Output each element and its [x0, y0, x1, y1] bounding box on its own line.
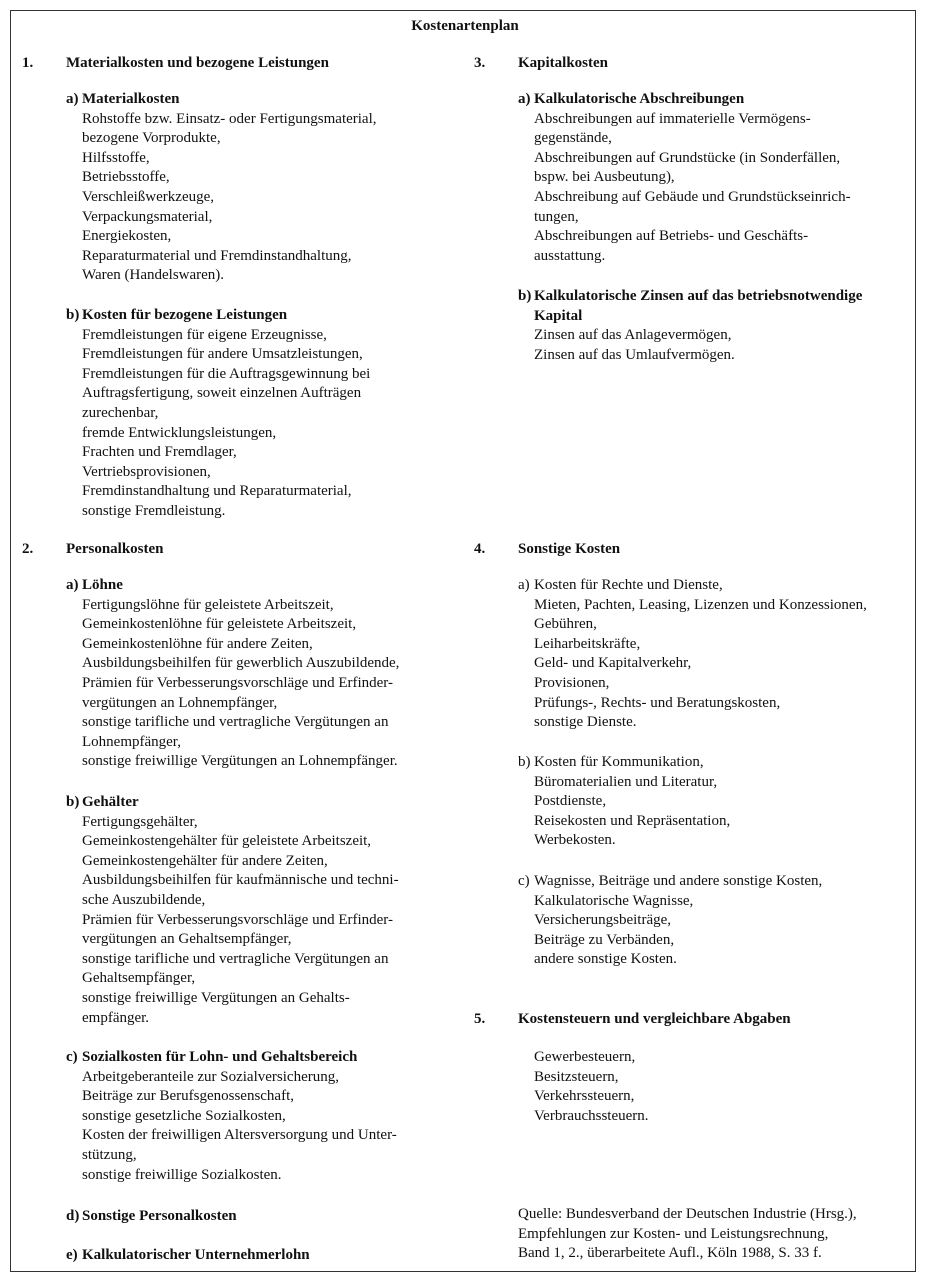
s2b-label: b)	[66, 794, 80, 810]
list-item: sonstige tarifliche und vertragliche Vergütungen an	[82, 950, 389, 967]
list-item: Provisionen,	[534, 674, 610, 691]
list-item: tungen,	[534, 208, 579, 225]
list-item: Beiträge zu Verbänden,	[534, 931, 675, 948]
list-item: Prüfungs-, Rechts- und Beratungskosten,	[534, 694, 781, 711]
list-item: Fertigungslöhne für geleistete Arbeitszeit,	[82, 596, 334, 613]
s2d-heading: Sonstige Personalkosten	[82, 1208, 237, 1224]
list-item: sonstige Fremdleistung.	[82, 502, 226, 519]
list-item: Gehaltsempfänger,	[82, 970, 196, 987]
source-citation	[518, 1205, 857, 1264]
s2b-list	[82, 813, 399, 1029]
section-1-heading: Materialkosten und bezogene Leistungen	[66, 55, 329, 71]
s1b-heading: Kosten für bezogene Leistungen	[82, 307, 288, 323]
section-2-number: 2.	[22, 541, 34, 557]
list-item: vergütungen an Lohnempfänger,	[82, 694, 278, 711]
list-item: Fremdinstandhaltung und Reparaturmaterial,	[82, 483, 352, 500]
list-item: sonstige tarifliche und vertragliche Vergütungen an	[82, 714, 389, 731]
list-item: Leiharbeitskräfte,	[534, 635, 641, 652]
list-item: zurechenbar,	[82, 404, 159, 421]
list-item: Zinsen auf das Umlaufvermögen.	[534, 346, 735, 363]
page-title: Kostenartenplan	[411, 18, 519, 34]
s4b-first-line: Kosten für Kommunikation,	[534, 754, 704, 770]
list-item: sonstige freiwillige Vergütungen an Lohnempfänger.	[82, 753, 398, 770]
list-item: Verbrauchssteuern.	[534, 1107, 649, 1124]
list-item: Frachten und Fremdlager,	[82, 444, 237, 461]
list-item: sonstige gesetzliche Sozialkosten,	[82, 1107, 286, 1124]
list-item: Abschreibungen auf Betriebs- und Geschäfts-	[534, 228, 809, 245]
s2a-heading: Löhne	[82, 577, 123, 593]
s3a-heading: Kalkulatorische Abschreibungen	[534, 91, 745, 107]
list-item: Mieten, Pachten, Leasing, Lizenzen und Konzessionen,	[534, 596, 867, 613]
list-item: empfänger.	[82, 1009, 150, 1026]
s2d-label: d)	[66, 1208, 80, 1224]
list-item: Gemeinkostenlöhne für geleistete Arbeitszeit,	[82, 616, 357, 633]
list-item: Kosten der freiwilligen Altersversorgung und Unter-	[82, 1127, 397, 1144]
list-item: Verkehrssteuern,	[534, 1088, 635, 1105]
s4a-first-line: Kosten für Rechte und Dienste,	[534, 577, 723, 593]
list-item: Verpackungsmaterial,	[82, 208, 213, 225]
list-item: Ausbildungsbeihilfen für kaufmännische und techni-	[82, 872, 399, 889]
list-item: fremde Entwicklungsleistungen,	[82, 424, 277, 441]
s4b-list	[534, 773, 730, 851]
list-item: sche Auszubildende,	[82, 891, 206, 908]
section-3-heading: Kapitalkosten	[518, 55, 609, 71]
list-item: Quelle: Bundesverband der Deutschen Industrie (Hrsg.),	[518, 1206, 857, 1222]
list-item: Versicherungsbeiträge,	[534, 912, 672, 929]
s4a-list	[534, 596, 867, 733]
s4c-first-line: Wagnisse, Beiträge und andere sonstige Kosten,	[534, 873, 823, 889]
s1b-list	[82, 326, 370, 522]
list-item: Reparaturmaterial und Fremdinstandhaltung,	[82, 247, 352, 264]
section-1-number: 1.	[22, 55, 34, 71]
list-item: Arbeitgeberanteile zur Sozialversicherung,	[82, 1068, 339, 1085]
list-item: Werbekosten.	[534, 832, 616, 849]
list-item: gegenstände,	[534, 130, 612, 147]
list-item: Zinsen auf das Anlagevermögen,	[534, 327, 732, 344]
list-item: ausstattung.	[534, 247, 606, 264]
s4c-list	[534, 892, 693, 970]
list-item: Empfehlungen zur Kosten- und Leistungsrechnung,	[518, 1225, 829, 1242]
section-4-number: 4.	[474, 541, 486, 557]
list-item: Abschreibung auf Gebäude und Grundstückseinrich-	[534, 188, 851, 205]
list-item: Abschreibungen auf Grundstücke (in Sonderfällen,	[534, 149, 841, 166]
list-item: Fertigungsgehälter,	[82, 813, 198, 830]
section-3-number: 3.	[474, 55, 486, 71]
list-item: Gebühren,	[534, 616, 597, 633]
list-item: Vertriebsprovisionen,	[82, 463, 211, 480]
s5-list	[534, 1048, 649, 1126]
s3a-list	[534, 110, 851, 267]
list-item: Hilfsstoffe,	[82, 149, 150, 166]
s1a-label: a)	[66, 91, 79, 107]
s1b-label: b)	[66, 307, 80, 323]
s1a-list	[82, 110, 377, 286]
s3b-label: b)	[518, 288, 532, 304]
s1a-heading: Materialkosten	[82, 91, 180, 107]
s2c-list	[82, 1068, 397, 1186]
list-item: sonstige freiwillige Sozialkosten.	[82, 1166, 282, 1183]
list-item: Gemeinkostengehälter für geleistete Arbeitszeit,	[82, 833, 372, 850]
list-item: sonstige Dienste.	[534, 714, 637, 731]
list-item: bspw. bei Ausbeutung),	[534, 169, 675, 186]
list-item: Postdienste,	[534, 793, 607, 810]
list-item: vergütungen an Gehaltsempfänger,	[82, 931, 292, 948]
section-5-number: 5.	[474, 1011, 486, 1027]
s3a-label: a)	[518, 91, 531, 107]
list-item: Rohstoffe bzw. Einsatz- oder Fertigungsmaterial,	[82, 110, 377, 127]
list-item: Fremdleistungen für eigene Erzeugnisse,	[82, 326, 327, 343]
section-5-heading: Kostensteuern und vergleichbare Abgaben	[518, 1011, 791, 1027]
list-item: Lohnempfänger,	[82, 733, 181, 750]
s2e-heading: Kalkulatorischer Unternehmerlohn	[82, 1247, 310, 1263]
list-item: Kalkulatorische Wagnisse,	[534, 892, 694, 909]
list-item: Gemeinkostenlöhne für andere Zeiten,	[82, 635, 313, 652]
s2a-list	[82, 596, 399, 772]
list-item: Gewerbesteuern,	[534, 1049, 636, 1065]
list-item: stützung,	[82, 1146, 137, 1163]
list-item: Besitzsteuern,	[534, 1068, 619, 1085]
list-item: Gemeinkostengehälter für andere Zeiten,	[82, 852, 328, 869]
list-item: Fremdleistungen für andere Umsatzleistungen,	[82, 346, 363, 363]
list-item: Waren (Handelswaren).	[82, 267, 225, 284]
s2a-label: a)	[66, 577, 79, 593]
s3b-heading-line2: Kapital	[534, 307, 583, 324]
s2e-label: e)	[66, 1247, 78, 1263]
list-item: Fremdleistungen für die Auftragsgewinnung bei	[82, 365, 371, 382]
list-item: Verschleißwerkzeuge,	[82, 188, 215, 205]
s3b-list	[534, 326, 735, 365]
list-item: Prämien für Verbesserungsvorschläge und Erfinder-	[82, 674, 393, 691]
list-item: Reisekosten und Repräsentation,	[534, 812, 731, 829]
section-4-heading: Sonstige Kosten	[518, 541, 621, 557]
list-item: sonstige freiwillige Vergütungen an Gehalts-	[82, 989, 350, 1006]
list-item: Büromaterialien und Literatur,	[534, 773, 718, 790]
s3b-heading-line1: Kalkulatorische Zinsen auf das betriebsnotwendige	[534, 288, 863, 304]
list-item: Abschreibungen auf immaterielle Vermögens-	[534, 110, 811, 127]
s2b-heading: Gehälter	[82, 794, 139, 810]
list-item: Ausbildungsbeihilfen für gewerblich Auszubildende,	[82, 655, 400, 672]
s2c-heading: Sozialkosten für Lohn- und Gehaltsbereich	[82, 1049, 358, 1065]
list-item: Band 1, 2., überarbeitete Aufl., Köln 1988, S. 33 f.	[518, 1245, 822, 1262]
list-item: bezogene Vorprodukte,	[82, 130, 221, 147]
s2c-label: c)	[66, 1049, 78, 1065]
list-item: Beiträge zur Berufsgenossenschaft,	[82, 1088, 295, 1105]
section-2-heading: Personalkosten	[66, 541, 164, 557]
s4b-label: b)	[518, 754, 531, 770]
list-item: Prämien für Verbesserungsvorschläge und Erfinder-	[82, 911, 393, 928]
list-item: andere sonstige Kosten.	[534, 951, 677, 968]
list-item: Energiekosten,	[82, 228, 172, 245]
list-item: Geld- und Kapitalverkehr,	[534, 655, 692, 672]
list-item: Betriebsstoffe,	[82, 169, 170, 186]
s4c-label: c)	[518, 873, 530, 889]
s4a-label: a)	[518, 577, 530, 593]
list-item: Auftragsfertigung, soweit einzelnen Aufträgen	[82, 385, 362, 402]
